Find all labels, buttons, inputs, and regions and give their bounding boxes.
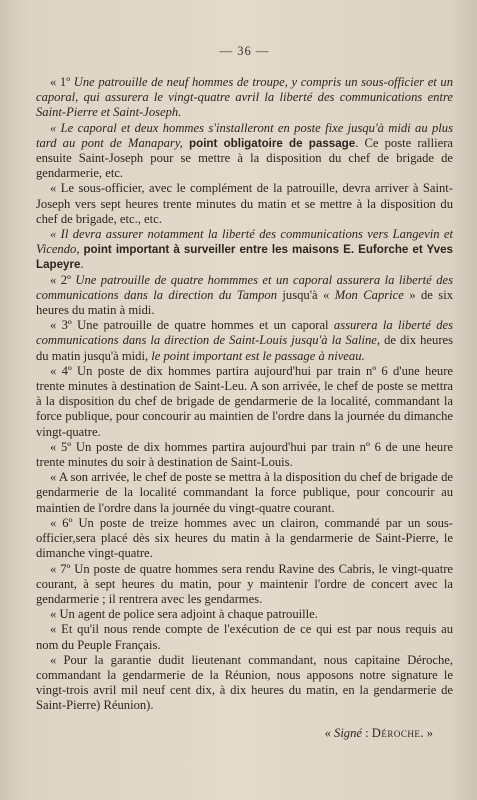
signature-label: Signé [334,725,362,740]
paragraph [36,75,453,121]
signature-line [36,726,453,741]
paragraph [36,653,453,714]
text-run: « Le sous-officier, avec le complément de la patrouille, devra arriver à Saint-Joseph vers sept heures trente minutes du matin et se mettre à la disposition du chef de brigade, etc., etc. [36,181,453,226]
text-run: « 7º Un poste de quatre hommes sera rendu Ravine des Cabris, le vingt-quatre courant, à sept heures du matin, pour y maintenir l'ordre de concert avec la gendarmerie ; il rentrera avec les gendarmes. [36,561,453,606]
paragraph [36,516,453,562]
text-run: « Et qu'il nous rende compte de l'exécution de ce qui est par nous requis au nom du Peuple Français. [36,622,453,652]
text-run: . Ce poste ralliera ensuite Saint-Joseph pour se mettre à la disposition du chef de brigade de gendarmerie, etc. [36,135,454,181]
paragraph [36,470,453,516]
text-run: « A son arrivée, le chef de poste se mettra à la disposition du chef de brigade de gendarmerie de la localité commandant la force publique, pour concourir au maintien de l'ordre dans la journée du vingt-quatre courant. [36,470,453,515]
text-run: jusqu'à « [277,287,335,302]
paragraph [36,622,453,652]
paragraph [36,181,453,227]
italic-text: « Il devra assurer notamment la liberté des communications vers Langevin et Vicendo, [36,227,453,257]
text-run: » de six heures du matin à midi. [36,287,453,318]
paragraph [36,273,453,319]
paragraph [36,607,453,622]
signature-colon: : [362,725,372,740]
text-run: « 6º Un poste de treize hommes avec un clairon, commandé par un sous-officier,sera placé dès six heures du matin à la gendarmerie de Saint-Pierre, le dimanche vingt-quatre. [36,515,453,561]
paragraph [36,562,453,608]
text-run: « Un agent de police sera adjoint à chaque patrouille. [50,607,318,622]
text-run: . [80,257,84,272]
text-run: de dix heures du matin jusqu'à midi, [36,333,454,363]
italic-text: le point important est le passage à niveau. [151,348,365,363]
paragraph [36,440,453,470]
paragraph [36,227,453,273]
signature-prefix: « [324,725,335,740]
document-body [36,75,453,714]
italic-text: Mon Caprice [334,287,404,302]
text-run: « 4º Un poste de dix hommes partira aujourd'hui par train nº 6 d'une heure trente minutes à destination de Saint-Leu. A son arrivée, le chef de poste se mettra à la disposition du chef de brigade de gendarmerie de la localité, commandant la force publique, pour concourir au maintien de l'ordre dans la journée du dimanche vingt-quatre. [36,363,453,439]
bold-text: point obligatoire de passage [189,136,356,150]
text-run: « 5º Un poste de dix hommes partira aujourd'hui par train nº 6 de une heure trente minutes du soir à destination de Saint-Louis. [36,439,453,470]
italic-text: assurera la liberté des communications dans la direction de Saint-Louis jusqu'à la Saline, [36,318,453,348]
italic-text: « Le caporal et deux hommes s'installeront en poste fixe jusqu'à midi au plus tard au pont de Manapary, [36,120,453,150]
paragraph [36,364,453,440]
signature-name: Déroche [371,725,421,740]
signature-suffix: . » [420,725,433,740]
text-run: « 1º [50,75,74,89]
bold-text: point important à surveiller entre les maisons E. Euforche et Yves Lapeyre [36,243,453,272]
text-run: « 3º Une patrouille de quatre hommes et un caporal [50,318,334,333]
paragraph [36,318,453,364]
text-run: « 2º [50,272,76,287]
italic-text: Une patrouille de neuf hommes de troupe, y compris un sous-officier et un caporal, qui assurera le vingt-quatre avril la liberté des communications entre Saint-Pierre et Saint-Joseph. [36,75,454,120]
italic-text: Une patrouille de quatre hommmes et un caporal assurera la liberté des communications dans la direction du Tampon [36,272,453,302]
page-number: — 36 — [219,44,270,58]
text-run: « Pour la garantie dudit lieutenant commandant, nous capitaine Déroche, commandant la gendarmerie de la Réunion, nous apposons notre signature le vingt-trois avril mil neuf cent dix, à dix heures du matin, en la gendarmerie de Saint-Pierre) Réunion). [36,652,453,713]
paragraph [36,121,453,182]
